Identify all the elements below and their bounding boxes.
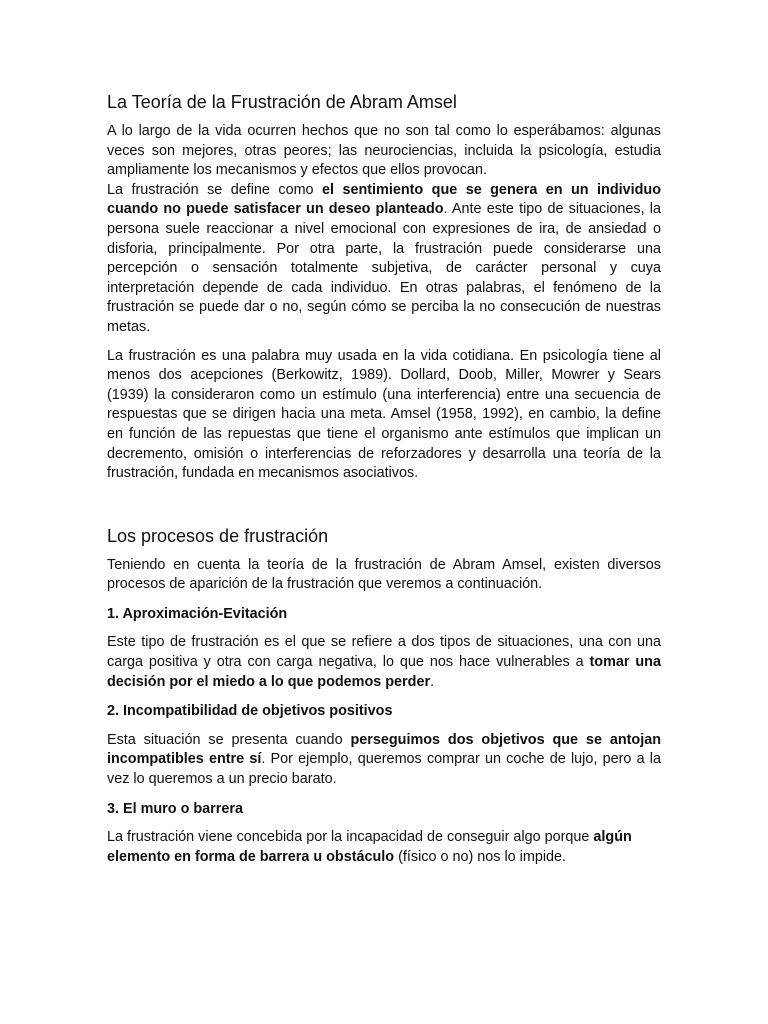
process-1-emphasis: tomar una decisión por el miedo a lo que podemos perder [107,654,661,690]
process-3-emphasis: algún elemento en forma de barrera u obstáculo [107,829,632,865]
process-2-text [107,731,661,790]
document-title: La Teoría de la Frustración de Abram Amsel [107,92,457,112]
process-3-text [107,828,661,867]
process-1-text-end: . [430,673,435,690]
intro-paragraph-2-end: . Ante este tipo de situaciones, la persona suele reaccionar a nivel emocional con expresiones de ira, de ansiedad o disforia, principalmente. Por otra parte, la frustración puede considerarse una percepción o sensación totalmente subjetiva, de carácter personal y cuya interpretación depende de cada individuo. En otras palabras, el fenómeno de la frustración se puede dar o no, según cómo se perciba la no consecución de nuestras metas. [107,201,662,335]
process-2-title: 2. Incompatibilidad de objetivos positivos [107,703,393,720]
process-1-title: 1. Aproximación-Evitación [107,605,288,622]
process-1-text [107,633,661,692]
process-2-text-end: . Por ejemplo, queremos comprar un coche de lujo, pero a la vez lo queremos a un precio barato. [107,751,661,788]
section-heading-processes: Los procesos de frustración [107,525,329,546]
intro-paragraph-2 [107,181,661,338]
process-2-emphasis: perseguimos dos objetivos que se antojan incompatibles entre sí [107,731,662,768]
process-3-text-start: La frustración viene concebida por la incapacidad de conseguir algo porque [107,829,594,846]
intro-paragraph-1: A lo largo de la vida ocurren hechos que no son tal como lo esperábamos: algunas veces son mejores, otras peores; las neurociencias, incluida la psicología, estudia ampliamente los mecanismos y efectos que ellos provocan. [107,123,661,179]
process-3-text-end: (físico o no) nos lo impide. [394,848,567,865]
process-3-title: 3. El muro o barrera [107,800,243,817]
intro-paragraph-2-start: La frustración se define como [107,181,323,198]
process-2-text-start: Esta situación se presenta cuando [107,731,351,748]
processes-intro-paragraph: Teniendo en cuenta la teoría de la frustración de Abram Amsel, existen diversos procesos de aparición de la frustración que veremos a continuación. [107,556,661,593]
frustration-definition-emphasis: el sentimiento que se genera en un individuo cuando no puede satisfacer un deseo planteado [107,181,661,218]
intro-paragraph-3: La frustración es una palabra muy usada en la vida cotidiana. En psicología tiene al menos dos acepciones (Berkowitz, 1989). Dollard, Doob, Miller, Mowrer y Sears (1939) la consideraron como un estímulo (una interferencia) entre una secuencia de respuestas que se dirigen hacia una meta. Amsel (1958, 1992), en cambio, la define en función de las repuestas que tiene el organismo ante estímulos que implican un decremento, omisión o interferencias de reforzadores y desarrolla una teoría de la frustración, fundada en mecanismos asociativos. [107,347,661,482]
process-1-text-start: Este tipo de frustración es el que se refiere a dos tipos de situaciones, una con una carga positiva y otra con carga negativa, lo que nos hace vulnerables a [107,634,661,671]
